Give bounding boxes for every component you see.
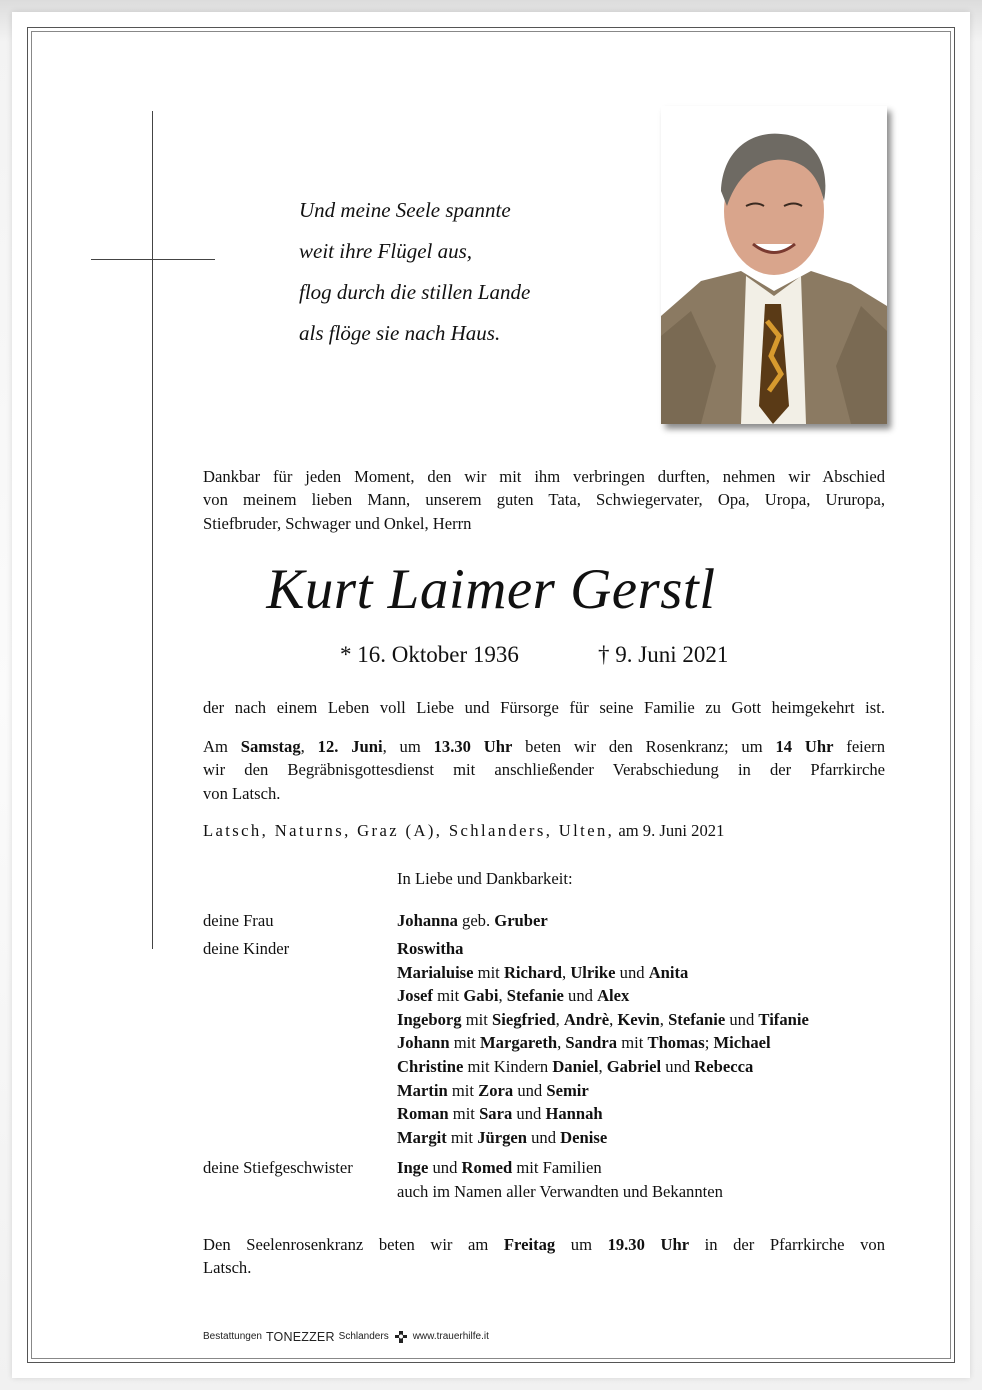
poem-line: flog durch die stillen Lande	[299, 280, 531, 304]
intro-line: Dankbar für jeden Moment, den wir mit ihm verbringen durften, nehmen wir Abschied	[203, 467, 885, 486]
death-date: † 9. Juni 2021	[598, 642, 729, 667]
poem-line: weit ihre Flügel aus,	[299, 239, 473, 263]
places: Latsch, Naturns, Graz (A), Schlanders, Ulten,	[203, 821, 615, 840]
closing-day: Freitag	[503, 1235, 556, 1254]
footer-prefix: Bestattungen	[203, 1331, 262, 1342]
intro-line: von meinem lieben Mann, unserem guten Tata, Schwiegervater, Opa, Uropa, Ururopa,	[203, 490, 885, 510]
relation-label-wife: deine Frau	[203, 911, 274, 930]
relative-line: Marialuise mit Richard, Ulrike und Anita	[397, 962, 689, 982]
poem-line: Und meine Seele spannte	[299, 198, 511, 222]
relative-line: Josef mit Gabi, Stefanie und Alex	[397, 986, 630, 1006]
place-date	[203, 819, 724, 842]
poem	[299, 190, 530, 354]
relation-label-children: deine Kinder	[203, 939, 290, 958]
relative-line: Roswitha	[397, 939, 464, 958]
footer	[203, 1330, 489, 1344]
relative-line: Roman mit Sara und Hannah	[397, 1104, 603, 1124]
relative-line: Ingeborg mit Siegfried, Andrè, Kevin, Stefanie und Tifanie	[397, 1009, 809, 1029]
poem-line: als flöge sie nach Haus.	[299, 321, 501, 345]
footer-town: Schlanders	[338, 1331, 389, 1342]
cross-horizontal-bar	[91, 259, 215, 260]
closing-text	[203, 1233, 885, 1280]
closing-line: Den Seelenrosenkranz beten wir am Freitag um 19.30 Uhr in der Pfarrkirche von	[203, 1235, 885, 1254]
deceased-name: Kurt Laimer Gerstl	[266, 558, 716, 621]
service-date: 12. Juni	[317, 737, 383, 756]
footer-url[interactable]: www.trauerhilfe.it	[412, 1331, 489, 1342]
relation-children	[397, 937, 809, 1149]
notice-date: am 9. Juni 2021	[614, 821, 725, 840]
intro-line: Stiefbruder, Schwager und Onkel, Herrn	[203, 513, 472, 533]
portrait-photo	[661, 106, 887, 424]
closing-time: 19.30 Uhr	[607, 1235, 690, 1254]
relation-stepsiblings	[397, 1156, 723, 1203]
relation-label-stepsiblings: deine Stiefgeschwister	[203, 1158, 353, 1177]
cross-vertical-bar	[152, 111, 153, 949]
service-day: Samstag	[240, 737, 301, 756]
service-line: Am Samstag, 12. Juni, um 13.30 Uhr beten wir den Rosenkranz; um 14 Uhr feiern	[203, 737, 885, 756]
dankbarkeit-heading: In Liebe und Dankbarkeit:	[397, 869, 573, 888]
footer-company: TONEZZER	[265, 1330, 335, 1344]
relative-line: Christine mit Kindern Daniel, Gabriel und Rebecca	[397, 1056, 754, 1076]
portrait-illustration	[661, 106, 887, 424]
mass-time: 14 Uhr	[775, 737, 834, 756]
relative-line: Margit mit Jürgen und Denise	[397, 1127, 608, 1147]
heimgekehrt-text: der nach einem Leben voll Liebe und Fürsorge für seine Familie zu Gott heimgekehrt ist.	[203, 698, 885, 717]
closing-line: Latsch.	[203, 1258, 252, 1278]
rosary-time: 13.30 Uhr	[433, 737, 513, 756]
service-line: von Latsch.	[203, 783, 281, 803]
intro-text	[203, 465, 885, 535]
relative-line: Inge und Romed mit Familien	[397, 1158, 602, 1177]
relative-line: Martin mit Zora und Semir	[397, 1080, 589, 1100]
relative-line: auch im Namen aller Verwandten und Bekannten	[397, 1181, 723, 1201]
trauerhilfe-logo-icon	[393, 1330, 409, 1344]
service-info	[203, 735, 885, 805]
relative-line: Johann mit Margareth, Sandra mit Thomas; Michael	[397, 1033, 771, 1053]
service-line: wir den Begräbnisgottesdienst mit anschließender Verabschiedung in der Pfarrkirche	[203, 760, 885, 780]
birth-date: * 16. Oktober 1936	[340, 642, 519, 667]
relation-wife: Johanna geb. Gruber	[397, 911, 548, 930]
